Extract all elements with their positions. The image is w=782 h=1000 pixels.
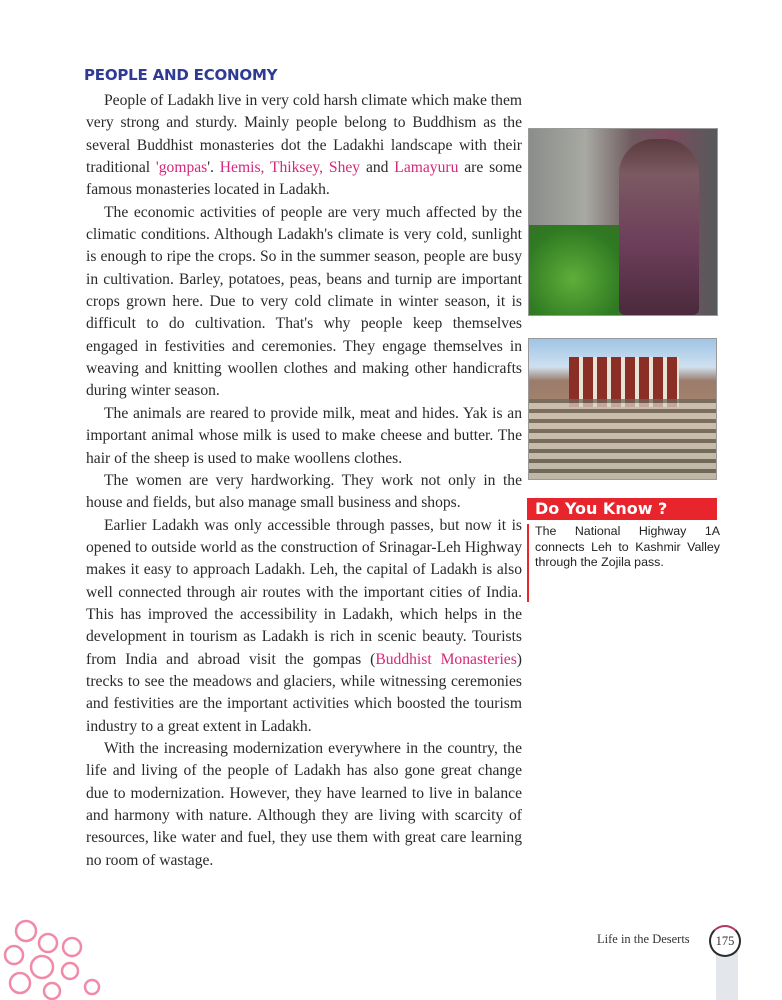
paragraph bbox=[86, 202, 522, 403]
page-number: 175 bbox=[709, 925, 741, 957]
highlighted-term: Lamayuru bbox=[394, 159, 459, 177]
paragraph bbox=[86, 738, 522, 872]
paragraph bbox=[86, 403, 522, 470]
chapter-title: Life in the Deserts bbox=[597, 932, 690, 946]
highlighted-term: Buddhist Monasteries bbox=[375, 650, 517, 668]
photo-ladakhi-woman-farming bbox=[528, 128, 718, 316]
paragraph-text: The women are very hardworking. They work not only in the house and fields, but also manage small business and shops. bbox=[86, 471, 522, 512]
body-text bbox=[86, 90, 522, 872]
section-title: PEOPLE AND ECONOMY bbox=[84, 66, 278, 84]
paragraph-text: Earlier Ladakh was only accessible through passes, but now it is opened to outside world as the construction of Srinagar-Leh Highway makes it easy to approach Ladakh. Leh, the capital of Ladakh is also well connected through air routes with the important cities of India. This has improved the accessibility in Ladakh, which helps in the development in tourism as Ladakh is rich in scenic beauty. Tourists from India and abroad visit the gompas ( bbox=[86, 516, 522, 668]
photo-hillside-houses bbox=[529, 399, 716, 479]
paragraph-text: and bbox=[360, 159, 395, 177]
highlighted-term: Hemis, Thiksey, Shey bbox=[219, 159, 361, 177]
decorative-circles-icon bbox=[0, 915, 110, 1000]
paragraph-text: The animals are reared to provide milk, meat and hides. Yak is an important animal whose milk is used to make cheese and butter. The hair of the sheep is used to make woollens clothes. bbox=[86, 404, 522, 467]
paragraph-text: People of Ladakh live in very cold harsh climate which make them very strong and sturdy. Mainly people belong to Buddhism as the several Buddhist monasteries dot the Ladakhi landscape with their traditional bbox=[86, 92, 522, 177]
paragraph-text: With the increasing modernization everywhere in the country, the life and living of the people of Ladakh has also gone great change due to modernization. However, they have learned to live in balance and harmony with nature. Although they are living with scarcity of resources, like water and fuel, they use them with great care learning no room of wastage. bbox=[86, 739, 522, 869]
paragraph bbox=[86, 470, 522, 515]
paragraph-text: are some famous monasteries located in Ladakh. bbox=[86, 159, 523, 199]
paragraph-text: The economic activities of people are very much affected by the climatic conditions. Although Ladakh's climate is very cold, sunlight is enough to ripe the crops. So in the summer season, people are busy in cultivation. Barley, potatoes, peas, beans and turnip are important crops grown here. Due to very cold climate in winter season, it is difficult to do cultivation. That's why people keep themselves engaged in festivities and ceremonies. They engage themselves in weaving and knitting woollen clothes and making other handicrafts during winter season. bbox=[86, 203, 522, 400]
paragraph bbox=[86, 90, 522, 202]
photo-woman bbox=[619, 139, 699, 315]
do-you-know-heading: Do You Know ? bbox=[527, 498, 717, 520]
paragraph-text: '. bbox=[207, 159, 220, 177]
photo-monastery bbox=[528, 338, 717, 480]
paragraph-text: ) trecks to see the meadows and glaciers, while witnessing ceremonies and festivities are the important activities which boosted the tourism industry to a great extent in Ladakh. bbox=[86, 650, 522, 735]
highlighted-term: 'gompas bbox=[155, 159, 208, 177]
paragraph bbox=[86, 515, 522, 738]
do-you-know-text: The National Highway 1A connects Leh to Kashmir Valley through the Zojila pass. bbox=[527, 524, 720, 602]
